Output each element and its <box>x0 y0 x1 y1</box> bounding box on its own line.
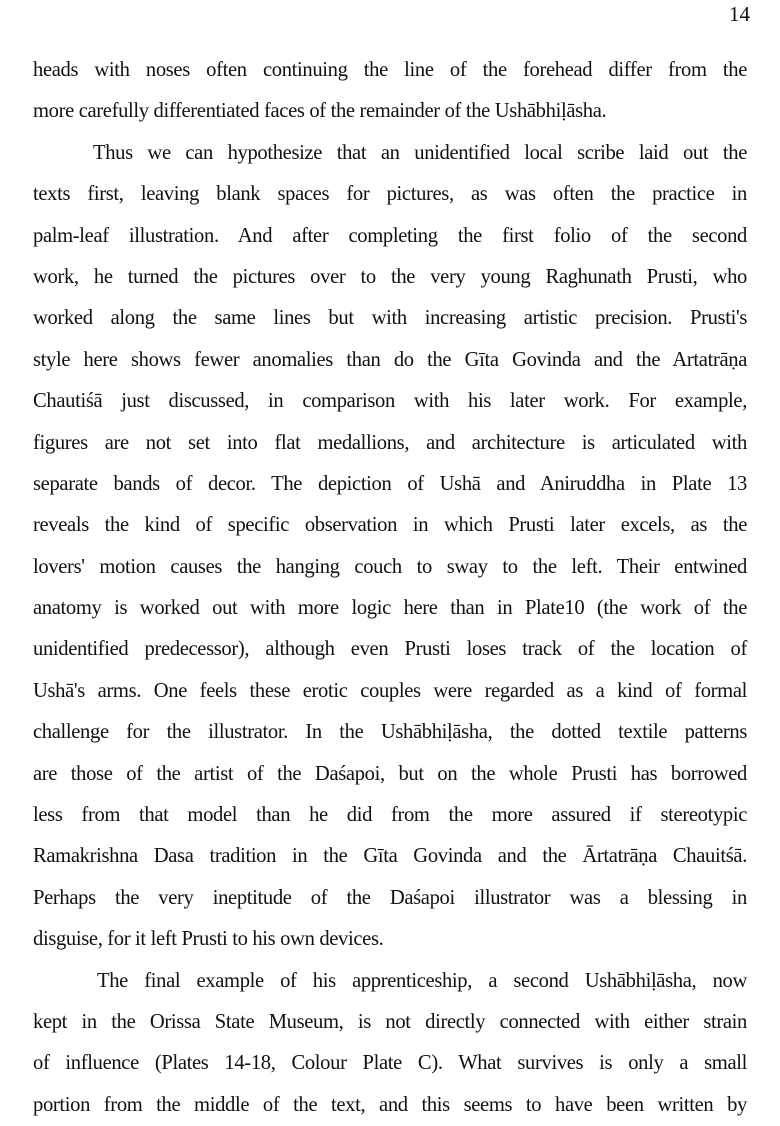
text-line-23: The final example of his apprenticeship, a second Ushābhiḷāsha, now <box>97 969 747 992</box>
text-line-4: texts first, leaving blank spaces for pictures, as was often the practice in <box>33 183 747 206</box>
text-line-16: Ushā's arms. One feels these erotic couples were regarded as a kind of formal <box>33 679 747 702</box>
text-line-10: figures are not set into flat medallions, and architecture is articulated with <box>33 431 747 454</box>
text-line-7: worked along the same lines but with increasing artistic precision. Prusti's <box>33 307 747 330</box>
text-line-26: portion from the middle of the text, and this seems to have been written by <box>33 1093 747 1116</box>
page-number: 14 <box>729 2 750 26</box>
text-line-1: heads with noses often continuing the line of the forehead differ from the <box>33 59 747 81</box>
text-line-19: less from that model than he did from the more assured if stereotypic <box>33 804 747 827</box>
text-line-25: of influence (Plates 14-18, Colour Plate C). What survives is only a small <box>33 1052 747 1075</box>
text-line-13: lovers' motion causes the hanging couch to sway to the left. Their entwined <box>33 555 747 578</box>
text-line-9: Chautiśā just discussed, in comparison with his later work. For example, <box>33 390 747 413</box>
text-line-12: reveals the kind of specific observation in which Prusti later excels, as the <box>33 514 747 537</box>
text-line-22: disguise, for it left Prusti to his own devices. <box>33 928 384 951</box>
text-line-5: palm-leaf illustration. And after completing the first folio of the second <box>33 224 747 247</box>
body-text <box>33 50 747 1126</box>
text-line-6: work, he turned the pictures over to the very young Raghunath Prusti, who <box>33 265 747 288</box>
text-line-21: Perhaps the very ineptitude of the Daśapoi illustrator was a blessing in <box>33 886 747 909</box>
text-line-15: unidentified predecessor), although even Prusti loses track of the location of <box>33 638 747 661</box>
text-line-11: separate bands of decor. The depiction of Ushā and Aniruddha in Plate 13 <box>33 472 747 495</box>
text-line-18: are those of the artist of the Daśapoi, but on the whole Prusti has borrowed <box>33 762 747 785</box>
text-line-8: style here shows fewer anomalies than do the Gīta Govinda and the Artatrāṇa <box>33 348 747 371</box>
text-line-17: challenge for the illustrator. In the Ushābhiḷāsha, the dotted textile patterns <box>33 721 747 744</box>
text-line-2: more carefully differentiated faces of the remainder of the Ushābhiḷāsha. <box>33 100 607 123</box>
text-line-14: anatomy is worked out with more logic here than in Plate10 (the work of the <box>33 597 747 620</box>
text-line-3: Thus we can hypothesize that an unidentified local scribe laid out the <box>93 141 747 164</box>
text-line-24: kept in the Orissa State Museum, is not directly connected with either strain <box>33 1010 747 1033</box>
text-line-20: Ramakrishna Dasa tradition in the Gīta Govinda and the Ārtatrāṇa Chauitśā. <box>33 845 747 868</box>
